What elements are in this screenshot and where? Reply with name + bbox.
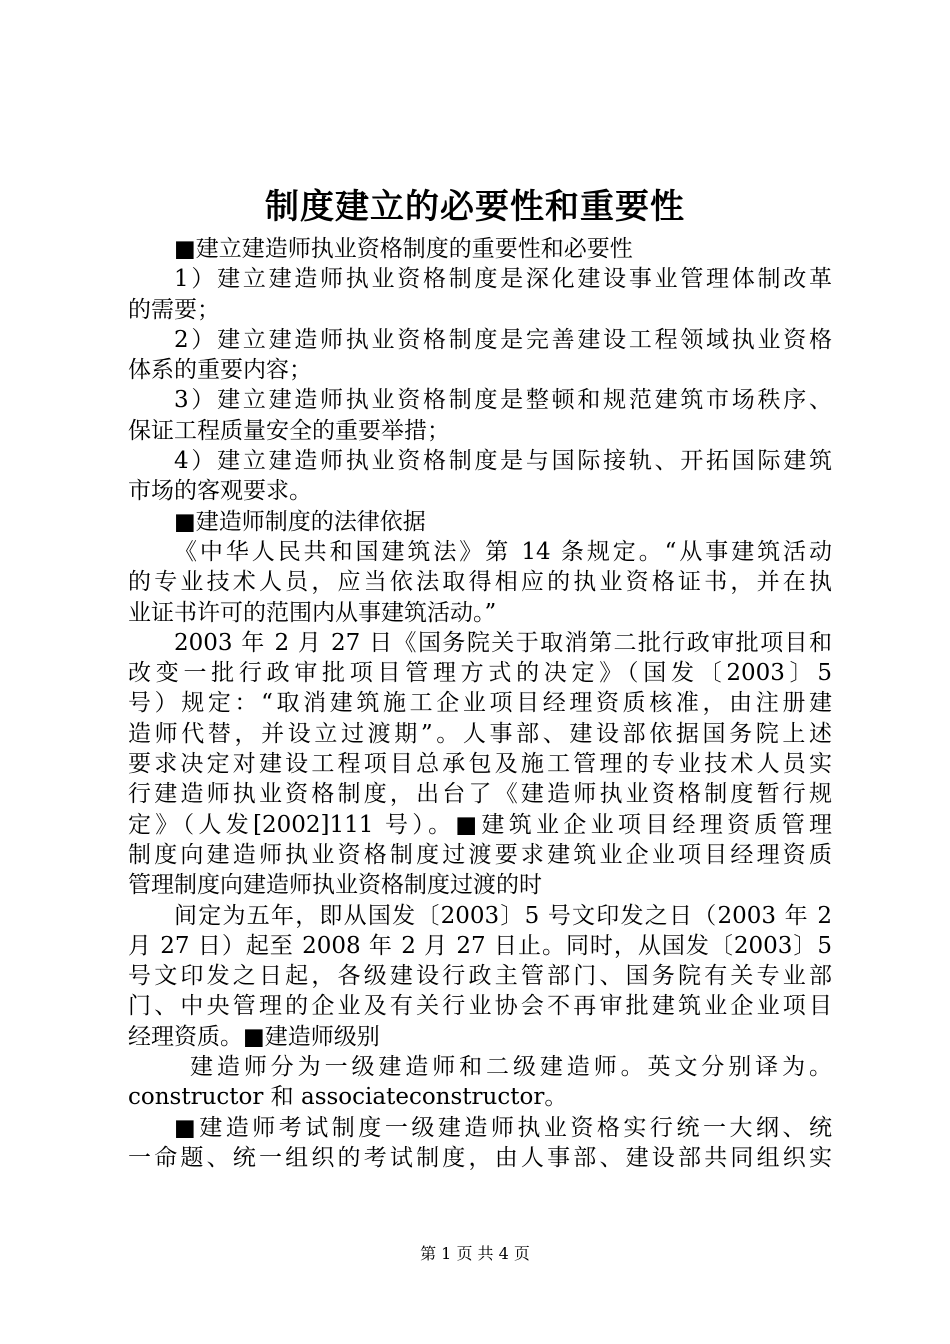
body-line: constructor 和 associateconstructor。 [128, 1084, 568, 1111]
body-line: 一命题、统一组织的考试制度，由人事部、建设部共同组织实 [128, 1144, 832, 1171]
section-heading: ■建造师考试制度一级建造师执业资格实行统一大纲、统 [174, 1114, 832, 1141]
body-line: 的专业技术人员，应当依法取得相应的执业资格证书，并在执 [128, 569, 832, 596]
body-line: 号）规定：“取消建筑施工企业项目经理资质核准，由注册建 [128, 690, 832, 717]
section-heading: ■建造师制度的法律依据 [174, 508, 426, 535]
body-line: 《中华人民共和国建筑法》第 14 条规定。“从事建筑活动 [174, 538, 832, 565]
body-line: 的需要； [128, 296, 220, 323]
body-line: 行建造师执业资格制度，出台了《建造师执业资格制度暂行规 [128, 781, 832, 808]
body-line: 2）建立建造师执业资格制度是完善建设工程领域执业资格 [174, 326, 832, 353]
body-line: 市场的客观要求。 [128, 478, 312, 505]
body-line: 间定为五年，即从国发〔2003〕5 号文印发之日（2003 年 2 [174, 902, 832, 929]
body-line: 定》（人发[2002]111 号）。■建筑业企业项目经理资质管理 [128, 811, 832, 838]
body-line: 业证书许可的范围内从事建筑活动。” [128, 599, 497, 626]
body-line: 要求决定对建设工程项目总承包及施工管理的专业技术人员实 [128, 751, 832, 778]
body-line: 管理制度向建造师执业资格制度过渡的时 [128, 872, 542, 899]
body-line: 改变一批行政审批项目管理方式的决定》（国发〔2003〕5 [128, 660, 832, 687]
body-line: 3）建立建造师执业资格制度是整顿和规范建筑市场秩序、 [174, 387, 832, 414]
body-line: 2003 年 2 月 27 日《国务院关于取消第二批行政审批项目和 [174, 629, 832, 656]
body-line: 制度向建造师执业资格制度过渡要求建筑业企业项目经理资质 [128, 841, 832, 868]
document-body [128, 234, 832, 1173]
body-line: 建造师分为一级建造师和二级建造师。英文分别译为。 [190, 1054, 832, 1081]
body-line: 造师代替，并设立过渡期”。人事部、建设部依据国务院上述 [128, 720, 832, 747]
section-heading: ■建立建造师执业资格制度的重要性和必要性 [174, 236, 633, 262]
page-footer: 第 1 页 共 4 页 [420, 1244, 530, 1263]
document-title: 制度建立的必要性和重要性 [265, 187, 685, 227]
body-line: 门、中央管理的企业及有关行业协会不再审批建筑业企业项目 [128, 993, 832, 1020]
body-line: 月 27 日）起至 2008 年 2 月 27 日止。同时，从国发〔2003〕5 [128, 932, 832, 959]
body-line: 体系的重要内容； [128, 357, 312, 384]
body-line: 经理资质。■建造师级别 [128, 1023, 380, 1050]
body-line: 保证工程质量安全的重要举措； [128, 417, 450, 444]
body-line: 号文印发之日起，各级建设行政主管部门、国务院有关专业部 [128, 963, 832, 990]
body-line: 1）建立建造师执业资格制度是深化建设事业管理体制改革 [174, 266, 832, 293]
body-line: 4）建立建造师执业资格制度是与国际接轨、开拓国际建筑 [174, 448, 832, 475]
